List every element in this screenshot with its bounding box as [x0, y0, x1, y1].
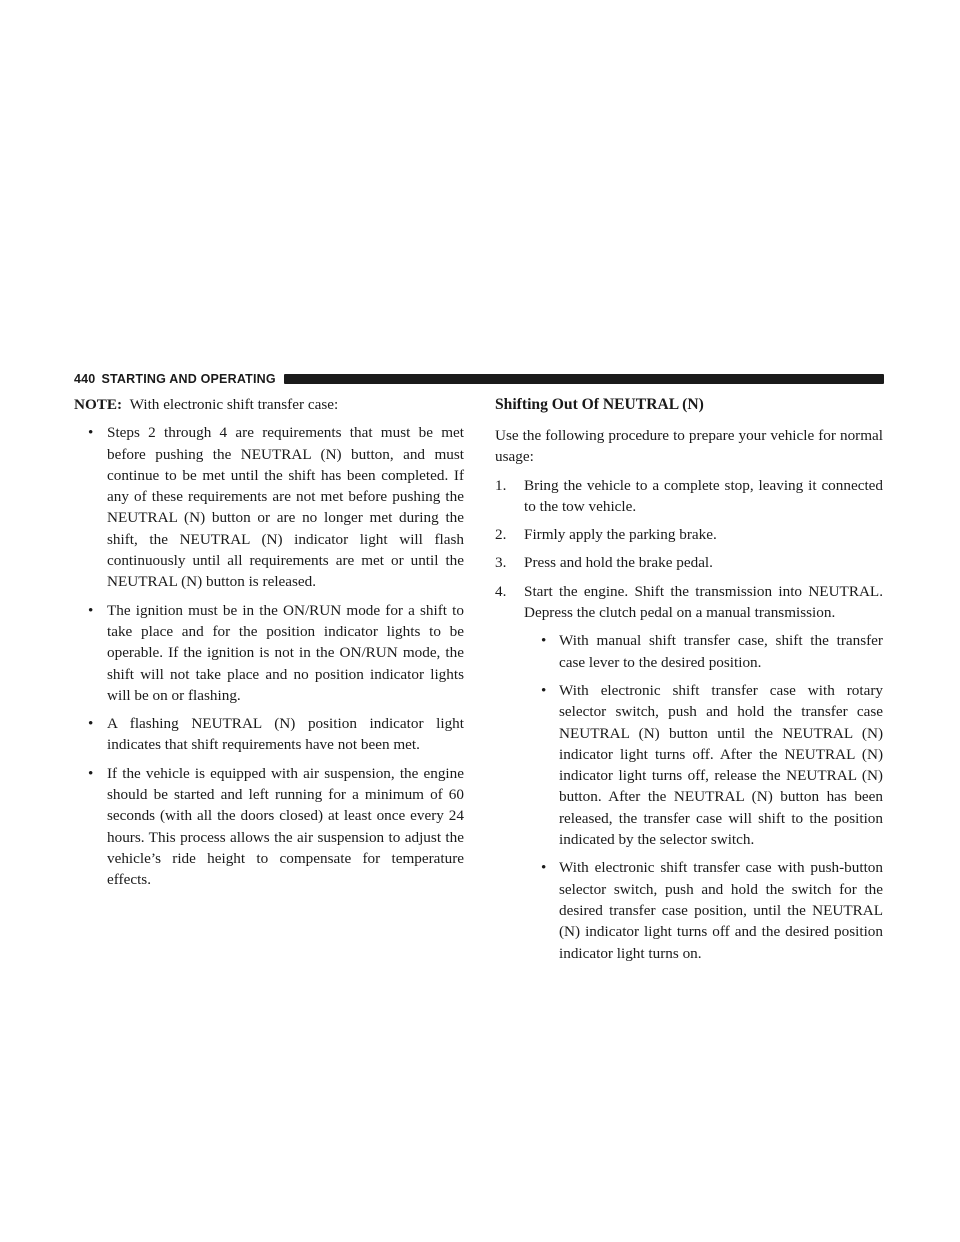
left-column [74, 394, 464, 898]
section-title: STARTING AND OPERATING [101, 372, 276, 386]
bullet-item: • Steps 2 through 4 are requirements that must be met before pushing the NEUTRAL (N) button, and must continue to be met until the shift has been completed. If any of these requirements are not met before pushing the NEUTRAL (N) button or are no longer met during the shift, the NEUTRAL (N) indicator light will flash continuously until all requirements are met or until the NEUTRAL (N) button is released. [74, 422, 464, 592]
step-number: 4. [495, 582, 507, 600]
note-label: NOTE: [74, 396, 123, 413]
page-header [74, 372, 884, 386]
bullet-item: • If the vehicle is equipped with air suspension, the engine should be started and left running for a minimum of 60 seconds (with all the doors closed) at least once every 24 hours. This process allows the air suspension to adjust the vehicle’s ride height to compensate for temperature effects. [74, 763, 464, 891]
step-number: 2. [495, 526, 507, 544]
step-text: Firmly apply the parking brake. [524, 526, 717, 544]
sub-bullet-item: • With manual shift transfer case, shift the transfer case lever to the desired position. [532, 630, 883, 673]
section-heading: Shifting Out Of NEUTRAL (N) [495, 396, 704, 413]
note-text: With electronic shift transfer case: [129, 396, 339, 413]
sub-bullet-list [532, 630, 883, 963]
step-text: Start the engine. Shift the transmission into NEUTRAL. Depress the clutch pedal on a manual transmission. [524, 582, 883, 622]
step-text: Press and hold the brake pedal. [524, 554, 713, 572]
page-number: 440 [74, 372, 96, 386]
intro-paragraph: Use the following procedure to prepare your vehicle for normal usage: [495, 427, 883, 466]
note [74, 394, 464, 415]
step-item [495, 475, 883, 518]
step-number: 3. [495, 554, 507, 572]
bullet-item: • A flashing NEUTRAL (N) position indicator light indicates that shift requirements have not been met. [74, 713, 464, 756]
step-item [495, 524, 883, 545]
bullet-item: • The ignition must be in the ON/RUN mode for a shift to take place and for the position indicator lights to be operable. If the ignition is not in the ON/RUN mode, the shift will not take place and no position indicator lights will be on or flashing. [74, 600, 464, 706]
step-text: Bring the vehicle to a complete stop, leaving it connected to the tow vehicle. [524, 476, 883, 515]
sub-bullet-item: • With electronic shift transfer case with rotary selector switch, push and hold the transfer case NEUTRAL (N) button until the NEUTRAL (N) indicator light turns off. After the NEUTRAL (N) indicator light turns off, release the NEUTRAL (N) button. After the NEUTRAL (N) button has been released, the transfer case will shift to the position indicated by the selector switch. [532, 680, 883, 850]
header-rule [284, 374, 884, 384]
step-item [495, 581, 883, 964]
step-number: 1. [495, 476, 507, 494]
right-column [495, 394, 883, 971]
sub-bullet-item: • With electronic shift transfer case with push-button selector switch, push and hold the switch for the desired transfer case position, until the NEUTRAL (N) indicator light turns off and the desired position indicator light turns on. [532, 857, 883, 963]
step-item [495, 552, 883, 573]
